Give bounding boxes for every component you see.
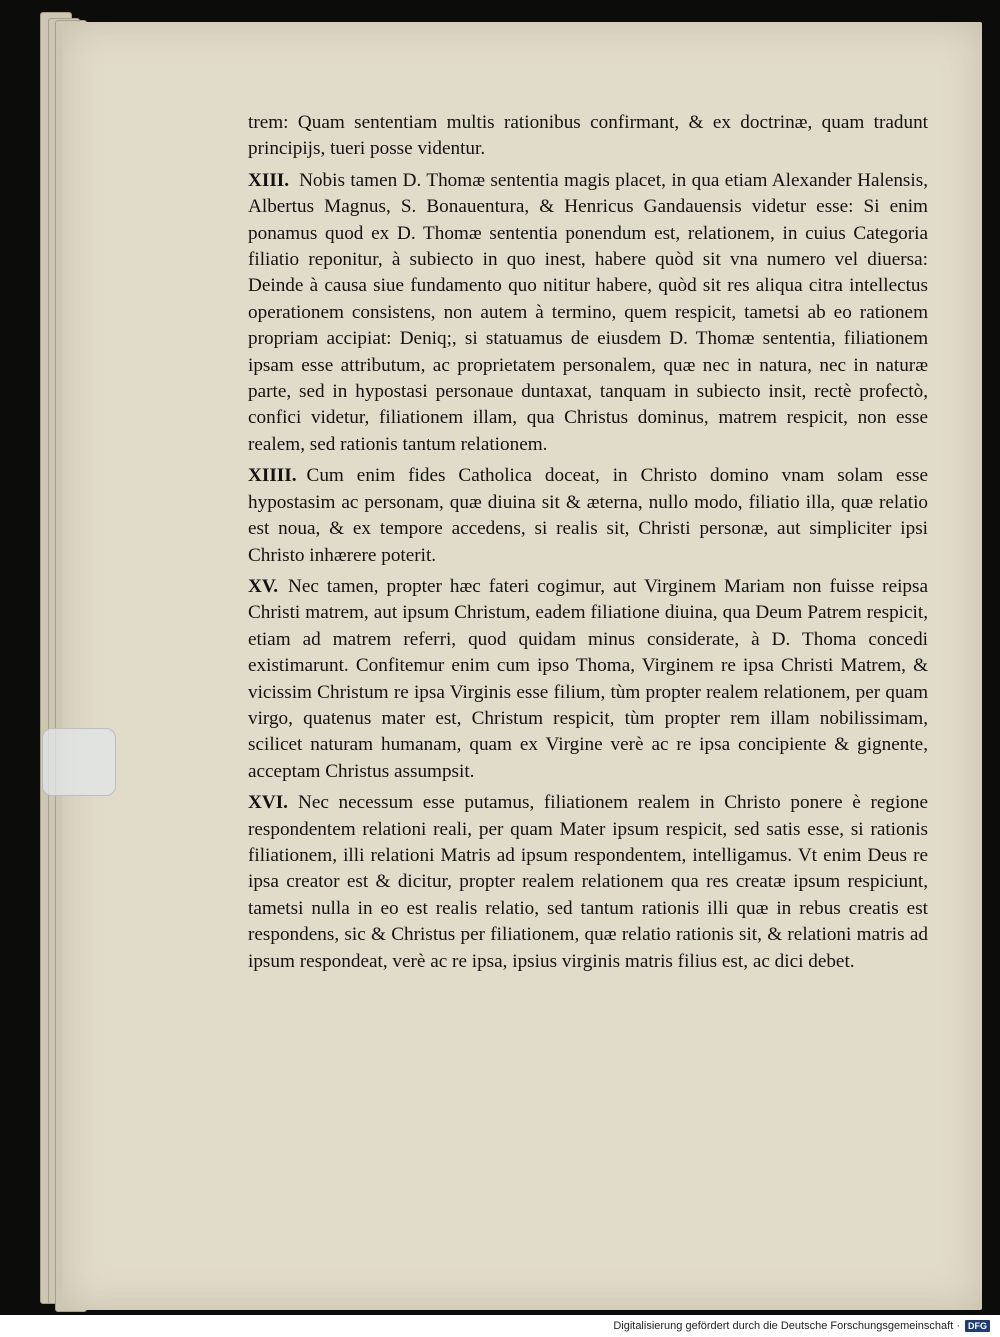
paragraph-number: XVI.: [248, 792, 288, 814]
page-text: [248, 110, 928, 980]
page-marker-tab: [42, 728, 116, 796]
paragraph-xvi: [248, 790, 928, 975]
digitization-footer: [0, 1315, 1000, 1337]
paragraph-text: Nobis tamen D. Thomæ sententia magis placet, in qua etiam Alexander Halensis, Albertus Magnus, S. Bonauentura, & Henricus Gandauensis videtur esse: Si enim ponamus quod ex D. Thomæ sententia ponendum est, relationem, in cuius Categoria filiatio reponitur, à subiecto in quo inest, habere quòd sit vna numero vel diuersa: Deinde à causa siue fundamento quo nititur habere, quòd sit res aliqua citra intellectus operationem consistens, non autem à termino, quem respicit, tametsi ab eo rationem propriam accipiat: Deniq;, si statuamus de eiusdem D. Thomæ sententia, filiationem ipsam esse attributum, ac proprietatem personalem, quæ nec in natura, nec in naturæ parte, sed in hypostasi personaue duntaxat, tanquam in subiecto insit, rectè profectò, confici videtur, filiationem illam, qua Christus dominus, matrem respicit, non esse realem, sed rationis tantum relationem.: [248, 169, 928, 455]
footer-credit: Digitalisierung gefördert durch die Deutsche Forschungsgemeinschaft ·: [613, 1320, 960, 1332]
dfg-logo: DFG: [965, 1320, 990, 1332]
paragraph-xiii: [248, 168, 928, 458]
paragraph-text: Nec necessum esse putamus, filiationem realem in Christo ponere è regione respondentem relationi reali, per quam Mater ipsum respicit, sed satis esse, si rationis filiationem, illi relationi Matris ad ipsum respondentem, intelligamus. Vt enim Deus re ipsa creator est & dicitur, propter realem relationem qua res creatæ ipsum respiciunt, tametsi nulla in eo est realis relatio, sed tantum rationis illi quæ in rebus creatis est respondens, sic & Christus per filiationem, quæ relatio rationis sit, & relationi matris ad ipsum respondeat, verè ac re ipsa, ipsius virginis matris filius est, ac dici debet.: [248, 792, 928, 972]
paragraph-continued: [248, 110, 928, 163]
paragraph-number: XV.: [248, 575, 279, 597]
paragraph-number: XIII.: [248, 169, 290, 191]
paragraph-text: Nec tamen, propter hæc fateri cogimur, aut Virginem Mariam non fuisse reipsa Christi matrem, aut ipsum Christum, eadem filiatione diuina, qua Deum Patrem respicit, etiam ad matrem referri, quod quidam minus considerate, à D. Thoma concedi existimarunt. Confitemur enim cum ipso Thoma, Virginem re ipsa Christi Matrem, & vicissim Christum re ipsa Virginis esse filium, tùm propter realem relationem, per quam virgo, quatenus mater est, Christum respicit, tùm propter rem illam nobilissimam, scilicet naturam humanam, quam ex Virgine verè ac re ipsa concipiente & gignente, acceptam Christus assumpsit.: [248, 575, 928, 782]
paragraph-number: XIIII.: [248, 465, 297, 487]
paragraph-xiiii: [248, 463, 928, 569]
paragraph-xv: [248, 574, 928, 785]
paragraph-text: Cum enim fides Catholica doceat, in Christo domino vnam solam esse hypostasim ac personam, quæ diuina sit & æterna, nullo modo, filiatio illa, quæ relatio est noua, & ex tempore accedens, si realis sit, Christi personæ, aut simpliciter ipsi Christo inhærere poterit.: [248, 465, 928, 566]
paragraph-text: trem: Quam sententiam multis rationibus confirmant, & ex doctrinæ, quam tradunt principijs, tueri posse videntur.: [248, 112, 928, 160]
